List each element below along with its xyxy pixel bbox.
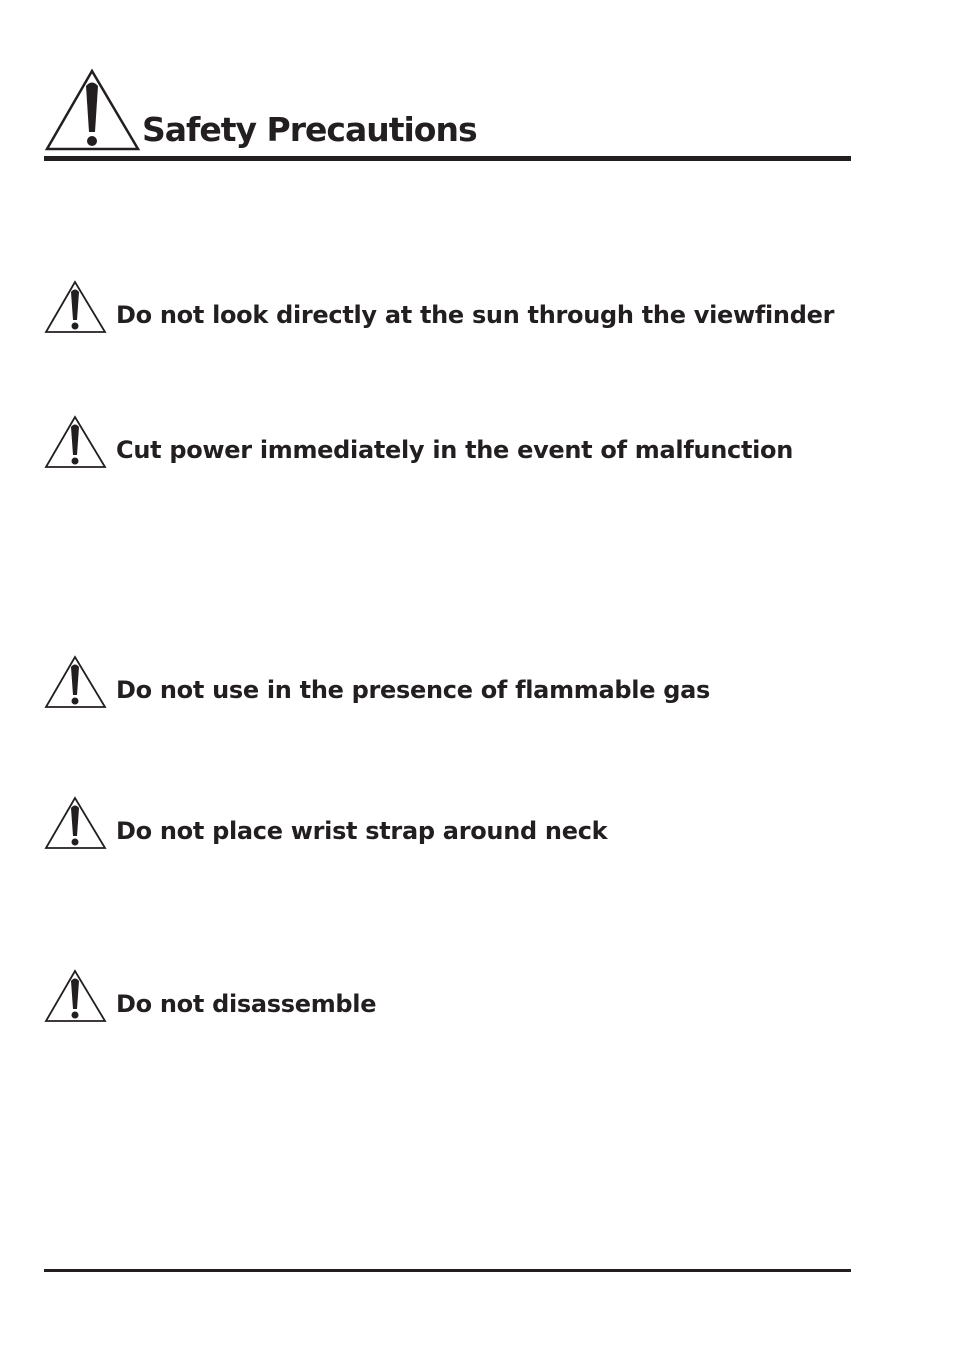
precaution-text: Cut power immediately in the event of malfunction [116,436,794,464]
warning-triangle-icon [44,68,142,154]
warning-triangle-icon [44,796,108,852]
precaution-text: Do not look directly at the sun through the viewfinder [116,301,835,329]
footer-divider [44,1269,851,1272]
warning-triangle-icon [44,969,108,1025]
warning-triangle-icon [44,415,108,471]
title-divider [44,156,851,161]
page-title: Safety Precautions [142,110,477,149]
warning-triangle-icon [44,655,108,711]
precaution-text: Do not disassemble [116,990,377,1018]
precaution-text: Do not use in the presence of flammable gas [116,676,710,704]
precaution-text: Do not place wrist strap around neck [116,817,608,845]
warning-triangle-icon [44,280,108,336]
